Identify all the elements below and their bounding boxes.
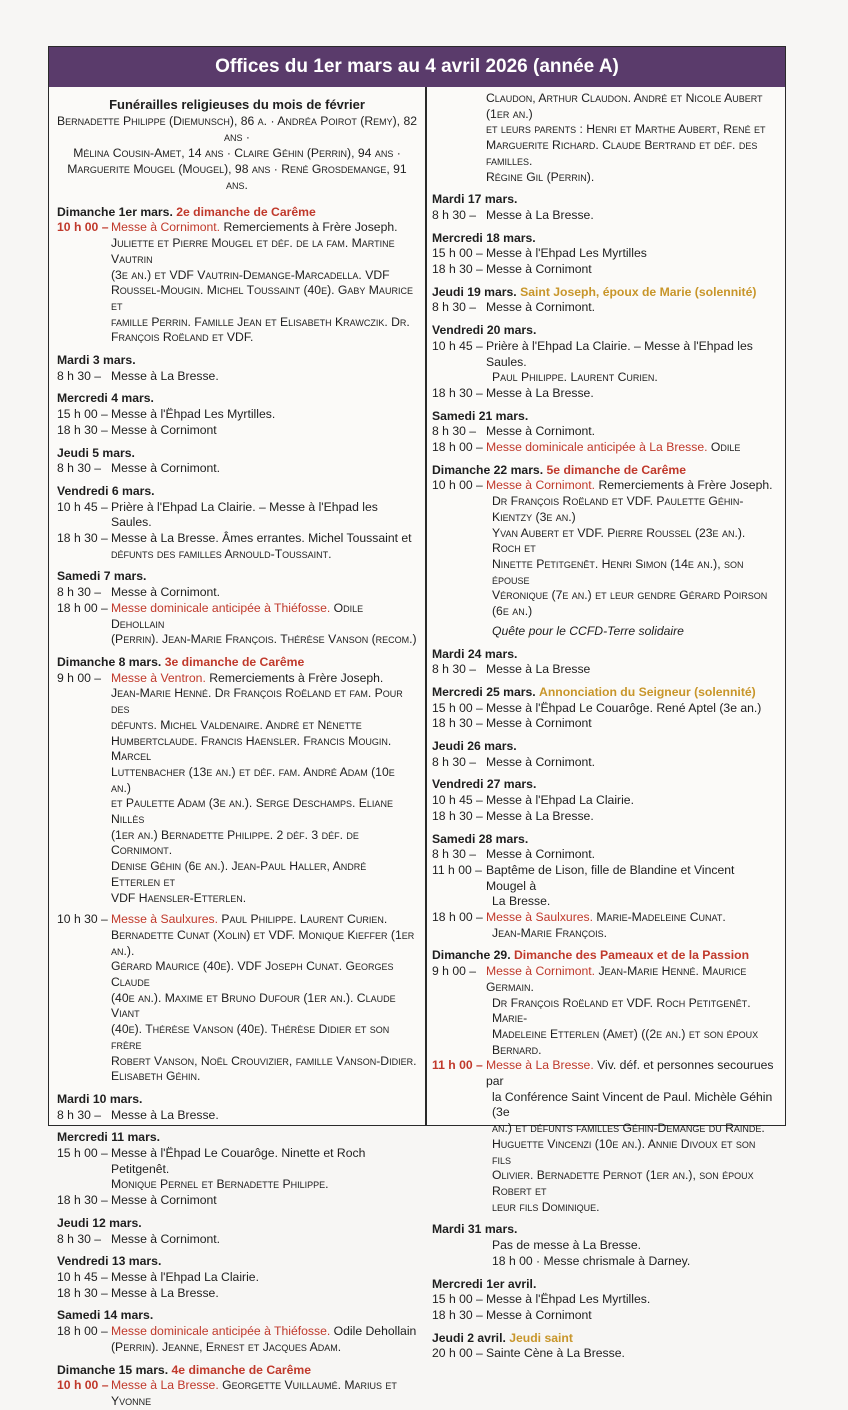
time: 11 h 00 – — [432, 1058, 483, 1073]
service: Messe à La Bresse. — [111, 368, 219, 383]
intentions-line: Ninette Petitgenêt. Henri Simon (14e an.), son épouse — [492, 556, 744, 587]
day-heading: Mercredi 1er avril. — [432, 1276, 537, 1291]
day-entry — [57, 569, 417, 648]
day-entry — [432, 285, 777, 316]
time: 8 h 30 – — [432, 424, 477, 439]
time: 18 h 30 – — [432, 808, 483, 823]
intentions-line: Madeleine Etterlen (Amet) ((2e an.) et son époux Bernard. — [492, 1026, 759, 1057]
service: Messe à Cornimont. — [486, 847, 596, 862]
day-entry — [432, 1331, 777, 1362]
time: 8 h 30 – — [57, 368, 102, 383]
day-heading: Dimanche 22 mars. — [432, 462, 544, 477]
day-entry — [57, 1254, 417, 1301]
day-heading: Vendredi 13 mars. — [57, 1254, 162, 1269]
day-entry — [432, 832, 777, 942]
intentions: Remerciements à Frère Joseph. — [205, 670, 384, 685]
intentions-line: (Perrin). Jean-Marie François. Thérèse Vanson (recom.) — [111, 632, 417, 647]
intentions: Remerciements à Frère Joseph. — [220, 220, 398, 235]
day-heading: Mardi 3 mars. — [57, 353, 136, 368]
day-heading: Jeudi 26 mars. — [432, 739, 517, 754]
intentions-line: Marguerite Richard. Claude Bertrand et déf. des familles. — [486, 138, 758, 168]
time: 20 h 00 – — [432, 1346, 483, 1361]
service: Prière à l'Ehpad La Clairie. – Messe à l'Ehpad les Saules. — [486, 338, 753, 369]
service: Messe à Cornimont. — [486, 300, 596, 315]
intentions-line: Robert Vanson, Noël Crouvizier, famille Vanson-Didier. — [111, 1053, 417, 1068]
day-entry — [432, 1222, 777, 1269]
funerals-list — [57, 113, 417, 193]
right-column — [432, 91, 777, 1362]
intentions-line: Monique Pernel et Bernadette Philippe. — [111, 1177, 329, 1192]
time: 9 h 00 – — [57, 670, 102, 685]
time: 8 h 30 – — [432, 754, 477, 769]
bulletin-frame — [48, 46, 786, 1408]
service: Messe à La Bresse. Âmes errantes. Michel Toussaint et — [111, 531, 412, 546]
day-heading: Jeudi 12 mars. — [57, 1215, 142, 1230]
day-heading: Jeudi 2 avril. — [432, 1330, 506, 1345]
day-entry — [432, 409, 777, 456]
service: Messe à l'Ehpad La Clairie. — [111, 1270, 259, 1284]
day-entry — [57, 1092, 417, 1123]
intentions-line: défunts des familles Arnould-Toussaint. — [111, 546, 332, 561]
day-entry — [57, 205, 417, 346]
service: Pas de messe à La Bresse. — [492, 1238, 642, 1253]
service: Messe à l'Ehpad Les Myrtilles — [486, 246, 647, 261]
day-heading: Dimanche 1er mars. — [57, 204, 173, 219]
day-entry — [57, 446, 417, 477]
column-divider — [425, 87, 427, 1125]
time: 18 h 00 – — [57, 1324, 108, 1339]
day-heading: Mardi 31 mars. — [432, 1222, 518, 1237]
liturgical-title: Dimanche des Pameaux et de la Passion — [513, 948, 750, 963]
intentions-line: et leurs parents : Henri et Marthe Aubert, René et — [486, 122, 766, 137]
time: 18 h 30 – — [432, 385, 483, 400]
time: 8 h 30 – — [57, 461, 102, 476]
day-entry — [432, 463, 777, 640]
service: Messe à La Bresse. — [486, 385, 594, 400]
intentions-line: Roussel-Mougin. Michel Toussaint (40e). Gaby Maurice et — [111, 283, 413, 313]
intentions-line: Elisabeth Géhin. — [111, 1069, 201, 1084]
intentions-line: Juliette et Pierre Mougel et déf. de la fam. Martine Vautrin — [111, 236, 395, 266]
time: 18 h 00 – — [432, 910, 483, 925]
service: Messe à Cornimont. — [486, 424, 596, 439]
service: Messe à La Bresse. — [111, 1107, 219, 1122]
day-heading: Mardi 10 mars. — [57, 1091, 143, 1106]
intentions-line: (Perrin). Jeanne, Ernest et Jacques Adam. — [111, 1339, 342, 1354]
day-heading: Mardi 17 mars. — [432, 192, 518, 207]
funerals-line: Marguerite Mougel (Mougel), 98 ans · René Grosdemange, 91 ans. — [67, 161, 407, 192]
liturgical-title: 2e dimanche de Carême — [176, 204, 316, 219]
intentions-line: Dr François Roëland et VDF. Paulette Géhin-Kientzy (3e an.) — [492, 494, 744, 524]
time: 15 h 00 – — [432, 700, 483, 715]
time: 15 h 00 – — [432, 1292, 483, 1307]
day-heading: Mardi 24 mars. — [432, 646, 518, 661]
service: Sainte Cène à La Bresse. — [486, 1346, 625, 1361]
day-entry — [57, 1130, 417, 1209]
day-heading: Vendredi 20 mars. — [432, 323, 537, 338]
time: 18 h 30 – — [57, 1285, 108, 1300]
day-entry — [432, 948, 777, 1215]
time: 15 h 00 – — [57, 1146, 108, 1161]
intentions-line: Yvan Aubert et VDF. Pierre Roussel (23e an.). Roch et — [492, 525, 746, 556]
service: Messe à Cornimont. — [111, 1231, 221, 1246]
time: 8 h 30 – — [432, 207, 477, 222]
intentions-line: famille Perrin. Famille Jean et Elisabeth Krawczik. Dr. — [111, 314, 410, 329]
intentions: Odile Dehollain — [111, 600, 364, 631]
day-entry — [432, 323, 777, 402]
intentions-line: Régine Gil (Perrin). — [486, 169, 595, 184]
mass-place: Messe dominicale anticipée à Thiéfosse. — [111, 600, 331, 615]
mass-place: Messe à Cornimont. — [486, 478, 596, 493]
time: 10 h 45 – — [57, 499, 108, 514]
liturgical-title: 4e dimanche de Carême — [171, 1362, 312, 1377]
intentions-line: VDF Haensler-Etterlen. — [111, 890, 247, 905]
day-heading: Vendredi 27 mars. — [432, 777, 537, 792]
intentions: Marie-Madeleine Cunat. — [593, 910, 726, 925]
service: Messe à La Bresse — [486, 662, 591, 677]
intentions-line: leur fils Dominique. — [492, 1199, 600, 1214]
time: 18 h 30 – — [432, 716, 483, 731]
intentions-line: Humbertclaude. Francis Haensler. Francis Mougin. Marcel — [111, 733, 392, 764]
day-heading: Vendredi 6 mars. — [57, 483, 155, 498]
intentions-line: François Roëland et VDF. — [111, 330, 254, 345]
service-cont: La Bresse. — [492, 894, 551, 909]
liturgical-title: 3e dimanche de Carême — [164, 654, 305, 669]
mass-place: Messe dominicale anticipée à La Bresse. — [486, 440, 708, 455]
day-heading: Mercredi 11 mars. — [57, 1130, 160, 1145]
service: Messe à Cornimont — [486, 262, 592, 277]
time: 15 h 00 – — [57, 407, 108, 422]
intentions-line: Luttenbacher (13e an.) et déf. fam. André Adam (10e an.) — [111, 764, 395, 795]
service: Messe à Cornimont — [111, 1193, 217, 1208]
service: Messe à l'Ehpad La Clairie. — [486, 793, 634, 808]
funerals-title: Funérailles religieuses du mois de février — [109, 97, 365, 112]
intentions-line: défunts. Michel Valdenaire. André et Nénette — [111, 717, 362, 732]
day-heading: Mercredi 4 mars. — [57, 391, 154, 406]
time: 18 h 30 – — [432, 1307, 483, 1322]
time: 8 h 30 – — [432, 662, 477, 677]
service: Messe à La Bresse. — [111, 1285, 219, 1300]
time: 8 h 30 – — [432, 300, 477, 315]
day-heading: Samedi 14 mars. — [57, 1308, 154, 1323]
intentions-line: Olivier. Bernadette Pernot (1er an.), son époux Robert et — [492, 1168, 754, 1198]
time: 18 h 00 – — [57, 600, 108, 615]
time: 18 h 30 – — [57, 1193, 108, 1208]
day-heading: Dimanche 29. — [432, 948, 511, 963]
service: 18 h 00 · Messe chrismale à Darney. — [492, 1253, 691, 1268]
time: 15 h 00 – — [432, 246, 483, 261]
mass-place: Messe dominicale anticipée à Thiéfosse. — [111, 1324, 331, 1339]
intentions: Odile Dehollain — [330, 1324, 417, 1339]
day-entry — [57, 1308, 417, 1355]
day-entry — [432, 685, 777, 732]
time: 11 h 00 – — [432, 862, 482, 877]
time: 10 h 45 – — [432, 793, 483, 808]
day-heading: Samedi 7 mars. — [57, 569, 147, 584]
service: Messe à Cornimont — [111, 422, 217, 437]
time: 10 h 45 – — [432, 338, 483, 353]
intentions: Georgette Vuillaumé. Marius et Yvonne — [111, 1378, 397, 1408]
intentions: Viv. déf. et personnes secourues par — [486, 1058, 774, 1089]
intentions: Remerciements à Frère Joseph. — [595, 478, 773, 493]
time: 10 h 00 – — [57, 220, 109, 235]
left-column — [57, 91, 417, 1410]
intentions-line: la Conférence Saint Vincent de Paul. Michèle Géhin (3e — [492, 1089, 773, 1120]
intentions-line: Bernadette Cunat (Xolin) et VDF. Monique Kieffer (1er an.). — [111, 927, 415, 958]
liturgical-title: 5e dimanche de Carême — [546, 462, 687, 477]
time: 10 h 30 – — [57, 912, 108, 927]
day-heading: Dimanche 8 mars. — [57, 654, 162, 669]
intentions: Odile — [707, 440, 741, 455]
time: 18 h 00 – — [432, 440, 483, 455]
service: Messe à Cornimont. — [111, 585, 221, 600]
intentions-line: (3e an.) et VDF Vautrin-Demange-Marcadella. VDF — [111, 267, 390, 282]
time: 8 h 30 – — [57, 1107, 102, 1122]
day-entry — [432, 777, 777, 824]
day-heading: Mercredi 25 mars. — [432, 684, 536, 699]
time: 8 h 30 – — [432, 847, 477, 862]
service: Messe à Cornimont — [486, 1307, 592, 1322]
intentions-line: (1er an.) Bernadette Philippe. 2 déf. 3 déf. de Cornimont. — [111, 827, 359, 858]
day-entry — [57, 391, 417, 438]
day-entry — [432, 192, 777, 223]
liturgical-title: Annonciation du Seigneur (solennité) — [539, 684, 756, 699]
day-entry — [432, 1277, 777, 1324]
service: Messe à l'Ëhpad Les Myrtilles. — [486, 1292, 651, 1307]
funerals-line: Bernadette Philippe (Diemunsch), 86 a. · Andréa Poirot (Remy), 82 ans · — [57, 113, 418, 144]
mass-place: Messe à Cornimont. — [486, 964, 596, 979]
liturgical-title: Jeudi saint — [509, 1330, 573, 1345]
day-entry — [57, 1363, 417, 1410]
time: 10 h 45 – — [57, 1270, 108, 1284]
intentions-line: an.) et défunts familles Géhin-Demange du Rainde. — [492, 1121, 765, 1136]
liturgical-title: Saint Joseph, époux de Marie (solennité) — [520, 284, 757, 299]
time: 10 h 00 – — [57, 1378, 109, 1393]
time: 8 h 30 – — [57, 585, 102, 600]
intentions-line: Dr François Roëland et VDF. Roch Petitgenêt. Marie- — [492, 995, 751, 1026]
intentions-line: Véronique (7e an.) et leur gendre Gérard Poirson (6e an.) — [492, 588, 768, 619]
mass-place: Messe à La Bresse. — [486, 1058, 594, 1073]
service: Messe à La Bresse. — [486, 207, 594, 222]
service: Messe à l'Ëhpad Les Myrtilles. — [111, 407, 276, 422]
funerals-line: Mélina Cousin-Amet, 14 ans · Claire Géhin (Perrin), 94 ans · — [73, 145, 401, 160]
intentions: Paul Philippe. Laurent Curien. — [218, 912, 388, 927]
mass-place: Messe à Cornimont. — [111, 220, 221, 235]
intentions-line: et Paulette Adam (3e an.). Serge Deschamps. Eliane Nillès — [111, 796, 393, 827]
service: Baptême de Lison, fille de Blandine et Vincent Mougel à — [486, 862, 735, 893]
day-entry — [432, 739, 777, 770]
intentions-line: Claudon, Arthur Claudon. André et Nicole Aubert (1er an.) — [486, 91, 763, 121]
day-entry — [57, 353, 417, 384]
day-heading: Mercredi 18 mars. — [432, 230, 536, 245]
day-entry — [432, 647, 777, 678]
intentions-line: (40e). Thérèse Vanson (40e). Thérèse Didier et son frère — [111, 1022, 390, 1052]
service: Messe à Cornimont — [486, 716, 592, 731]
intentions-line: Huguette Vincenzi (10e an.). Annie Divoux et son fils — [492, 1136, 756, 1167]
intentions-line: Jean-Marie François. — [492, 925, 608, 940]
mass-place: Messe à La Bresse. — [111, 1378, 219, 1393]
continued-intentions — [432, 91, 777, 185]
day-entry — [57, 484, 417, 563]
time: 18 h 30 – — [57, 422, 108, 437]
day-heading: Jeudi 5 mars. — [57, 445, 135, 460]
mass-place: Messe à Saulxures. — [111, 912, 219, 927]
time: 10 h 00 – — [432, 478, 483, 493]
intentions-line: Gérard Maurice (40e). VDF Joseph Cunat. Georges Claude — [111, 959, 394, 990]
banner-title: Offices du 1er mars au 4 avril 2026 (année A) — [49, 47, 785, 87]
day-entry — [57, 1216, 417, 1247]
day-heading: Samedi 28 mars. — [432, 831, 529, 846]
service: Messe à La Bresse. — [486, 808, 594, 823]
service: Prière à l'Ehpad La Clairie. – Messe à l'Ehpad les Saules. — [111, 499, 378, 530]
service: Messe à Cornimont. — [111, 461, 221, 476]
intentions-line: Jean-Marie Henné. Dr François Roëland et fam. Pour des — [111, 686, 403, 717]
time: 8 h 30 – — [57, 1231, 102, 1246]
day-heading: Jeudi 19 mars. — [432, 284, 517, 299]
day-entry — [432, 231, 777, 278]
intentions-line: (40e an.). Maxime et Bruno Dufour (1er an.). Claude Viant — [111, 990, 396, 1021]
service: Messe à Cornimont. — [486, 754, 596, 769]
service: Messe à l'Ëhpad Le Couarôge. René Aptel (3e an.) — [486, 700, 762, 715]
time: 18 h 30 – — [57, 531, 108, 546]
mass-place: Messe à Ventron. — [111, 670, 206, 685]
service: Messe à l'Ëhpad Le Couarôge. Ninette et Roch Petitgenêt. — [111, 1146, 366, 1176]
day-entry — [57, 655, 417, 1085]
day-heading: Samedi 21 mars. — [432, 408, 529, 423]
intentions-line: Paul Philippe. Laurent Curien. — [492, 370, 658, 385]
mass-place: Messe à Saulxures. — [486, 910, 594, 925]
intentions-line: Denise Géhin (6e an.). Jean-Paul Haller, André Etterlen et — [111, 859, 367, 889]
time: 18 h 30 – — [432, 262, 483, 277]
collection-note: Quête pour le CCFD-Terre solidaire — [492, 623, 684, 638]
intentions: Jean-Marie Henné. Maurice Germain. — [486, 964, 747, 994]
time: 9 h 00 – — [432, 964, 477, 979]
day-heading: Dimanche 15 mars. — [57, 1362, 169, 1377]
